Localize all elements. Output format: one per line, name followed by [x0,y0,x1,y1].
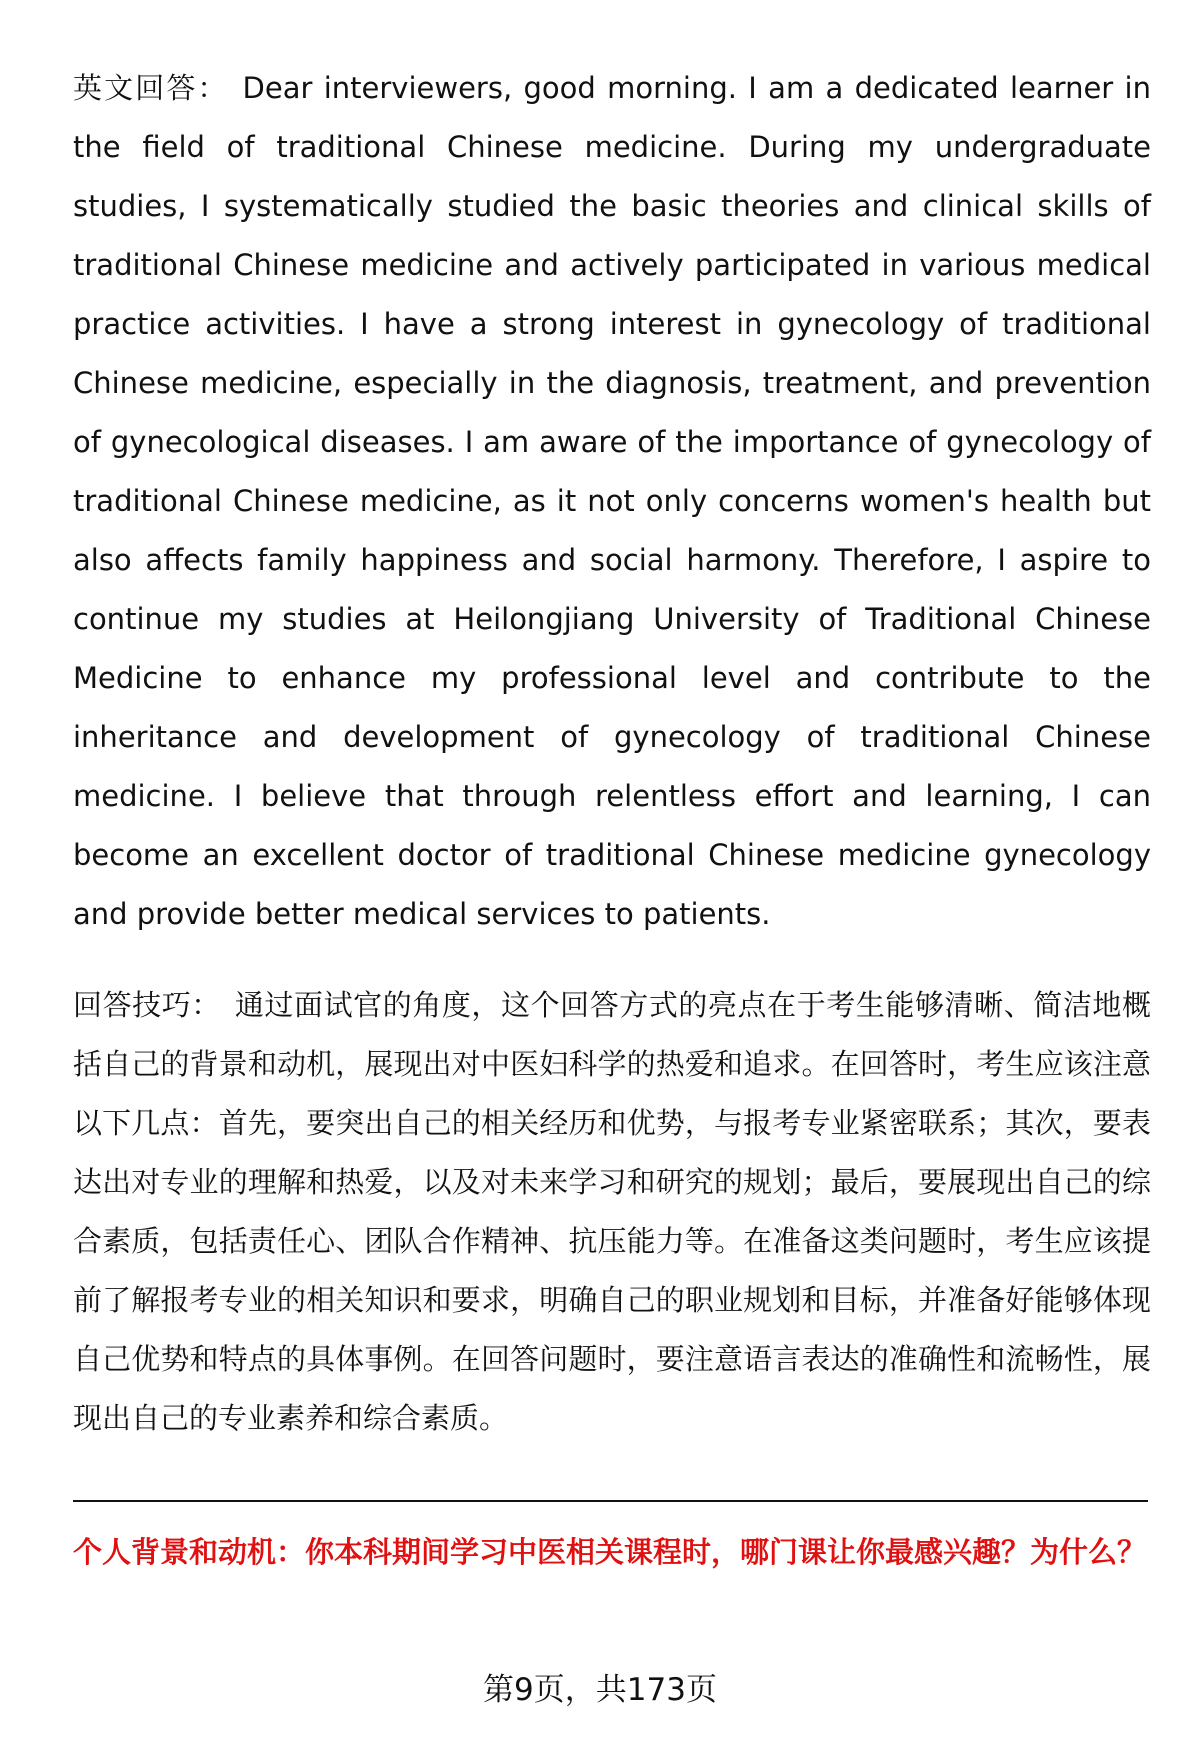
english-answer-text: Dear interviewers, good morning. I am a dedicated learner in the field of traditional Chinese medicine. During my undergraduate studies, I systematically studied the basic theories and clinical skills of traditional Chinese medicine and actively participated in various medical practice activities. I have a strong interest in gynecology of traditional Chinese medicine, especially in the diagnosis, treatment, and prevention of gynecological diseases. I am aware of the importance of gynecology of traditional Chinese medicine, as it not only concerns women's health but also affects family happiness and social harmony. Therefore, I aspire to continue my studies at Heilongjiang University of Traditional Chinese Medicine to enhance my professional level and contribute to the inheritance and development of gynecology of traditional Chinese medicine. I believe that through relentless effort and learning, I can become an excellent doctor of traditional Chinese medicine gynecology and provide better medical services to patients. [73,71,1151,931]
answer-tips-paragraph [73,976,1151,1448]
answer-tips-text: 通过面试官的角度，这个回答方式的亮点在于考生能够清晰、简洁地概括自己的背景和动机，展现出对中医妇科学的热爱和追求。在回答时，考生应该注意以下几点：首先，要突出自己的相关经历和优势，与报考专业紧密联系；其次，要表达出对专业的理解和热爱，以及对未来学习和研究的规划；最后，要展现出自己的综合素质，包括责任心、团队合作精神、抗压能力等。在准备这类问题时，考生应该提前了解报考专业的相关知识和要求，明确自己的职业规划和目标，并准备好能够体现自己优势和特点的具体事例。在回答问题时，要注意语言表达的准确性和流畅性，展现出自己的专业素养和综合素质。 [73,988,1151,1435]
page-number: 第9页，共173页 [483,1672,717,1708]
next-question-heading: 个人背景和动机：你本科期间学习中医相关课程时，哪门课让你最感兴趣？为什么？ [73,1535,1147,1569]
section-divider [73,1500,1148,1502]
english-answer-label: 英文回答： [73,71,229,105]
english-answer-paragraph [73,59,1151,944]
answer-tips-label: 回答技巧： [73,988,221,1022]
